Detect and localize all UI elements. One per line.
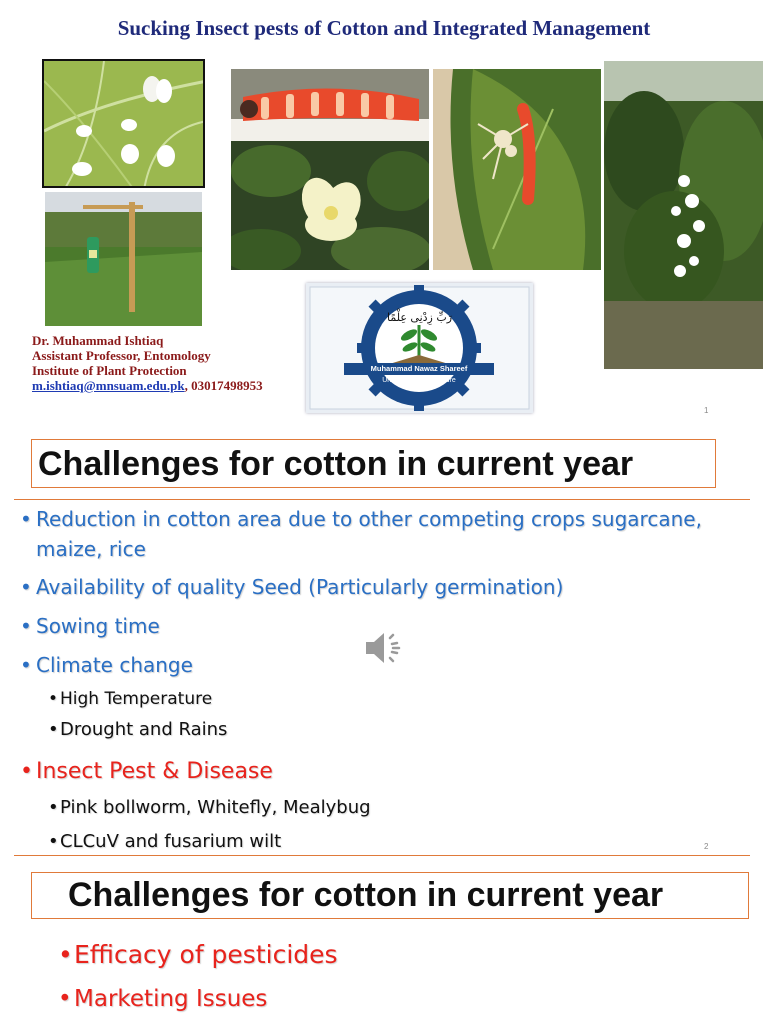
bullet-area-reduction: • Reduction in cotton area due to other competing crops sugarcane,	[20, 507, 702, 531]
spider-on-leaf-photo	[433, 69, 601, 270]
cotton-field-photo	[604, 61, 763, 369]
whitefly-leaf-photo	[42, 59, 205, 188]
author-position: Assistant Professor, Entomology	[32, 348, 211, 363]
slide-3	[0, 855, 768, 1024]
bullet-area-reduction-cont: maize, rice	[36, 537, 146, 561]
bullet-insect-pest-disease: • Insect Pest & Disease	[20, 759, 273, 784]
slide-title: Challenges for cotton in current year	[38, 445, 634, 483]
slide-title-box	[31, 439, 716, 488]
sub-bullet-high-temperature: • High Temperature	[48, 689, 213, 709]
cotton-flower-photo	[231, 141, 429, 270]
sub-bullet-pests: •Pink bollworm, Whitefly, Mealybug	[48, 797, 371, 818]
pheromone-trap-photo	[45, 192, 202, 326]
speaker-icon[interactable]	[364, 630, 404, 666]
bullet-marketing-issues: • Marketing Issues	[58, 986, 268, 1012]
logo-university-text: University of Agriculture	[382, 377, 456, 384]
slide-top-divider	[14, 855, 750, 856]
slide-number: 2	[704, 842, 709, 851]
author-name: Dr. Muhammad Ishtiaq	[32, 333, 164, 348]
title-divider	[14, 499, 750, 500]
logo-banner-text: Muhammad Nawaz Shareef	[344, 363, 494, 375]
author-email-link[interactable]: m.ishtiaq@mnsuam.edu.pk	[32, 378, 185, 393]
slide-title: Challenges for cotton in current year	[68, 876, 664, 914]
slide-title-box	[31, 872, 749, 919]
sub-bullet-diseases: •CLCuV and fusarium wilt	[48, 831, 282, 852]
logo-urdu-motto: رَبِّ زِدْنِی عِلْمًا	[386, 311, 453, 324]
author-info	[32, 333, 263, 393]
bullet-climate-change: • Climate change	[20, 653, 193, 677]
sub-bullet-drought-rains: •Drought and Rains	[48, 719, 228, 740]
slide-1	[0, 0, 768, 432]
logo-city-text: Multan	[409, 384, 429, 391]
bullet-seed-availability: • Availability of quality Seed (Particularly germination)	[20, 575, 564, 599]
bullet-pesticide-efficacy: •Efficacy of pesticides	[58, 940, 338, 969]
bollworm-larva-photo	[231, 69, 429, 141]
slide-title: Sucking Insect pests of Cotton and Integrated Management	[117, 16, 651, 40]
university-logo	[306, 283, 533, 413]
slide-2	[0, 432, 768, 855]
author-phone: , 03017498953	[184, 378, 263, 393]
slide-number: 1	[704, 406, 709, 415]
bullet-sowing-time: • Sowing time	[20, 614, 160, 638]
author-institute: Institute of Plant Protection	[32, 363, 187, 378]
